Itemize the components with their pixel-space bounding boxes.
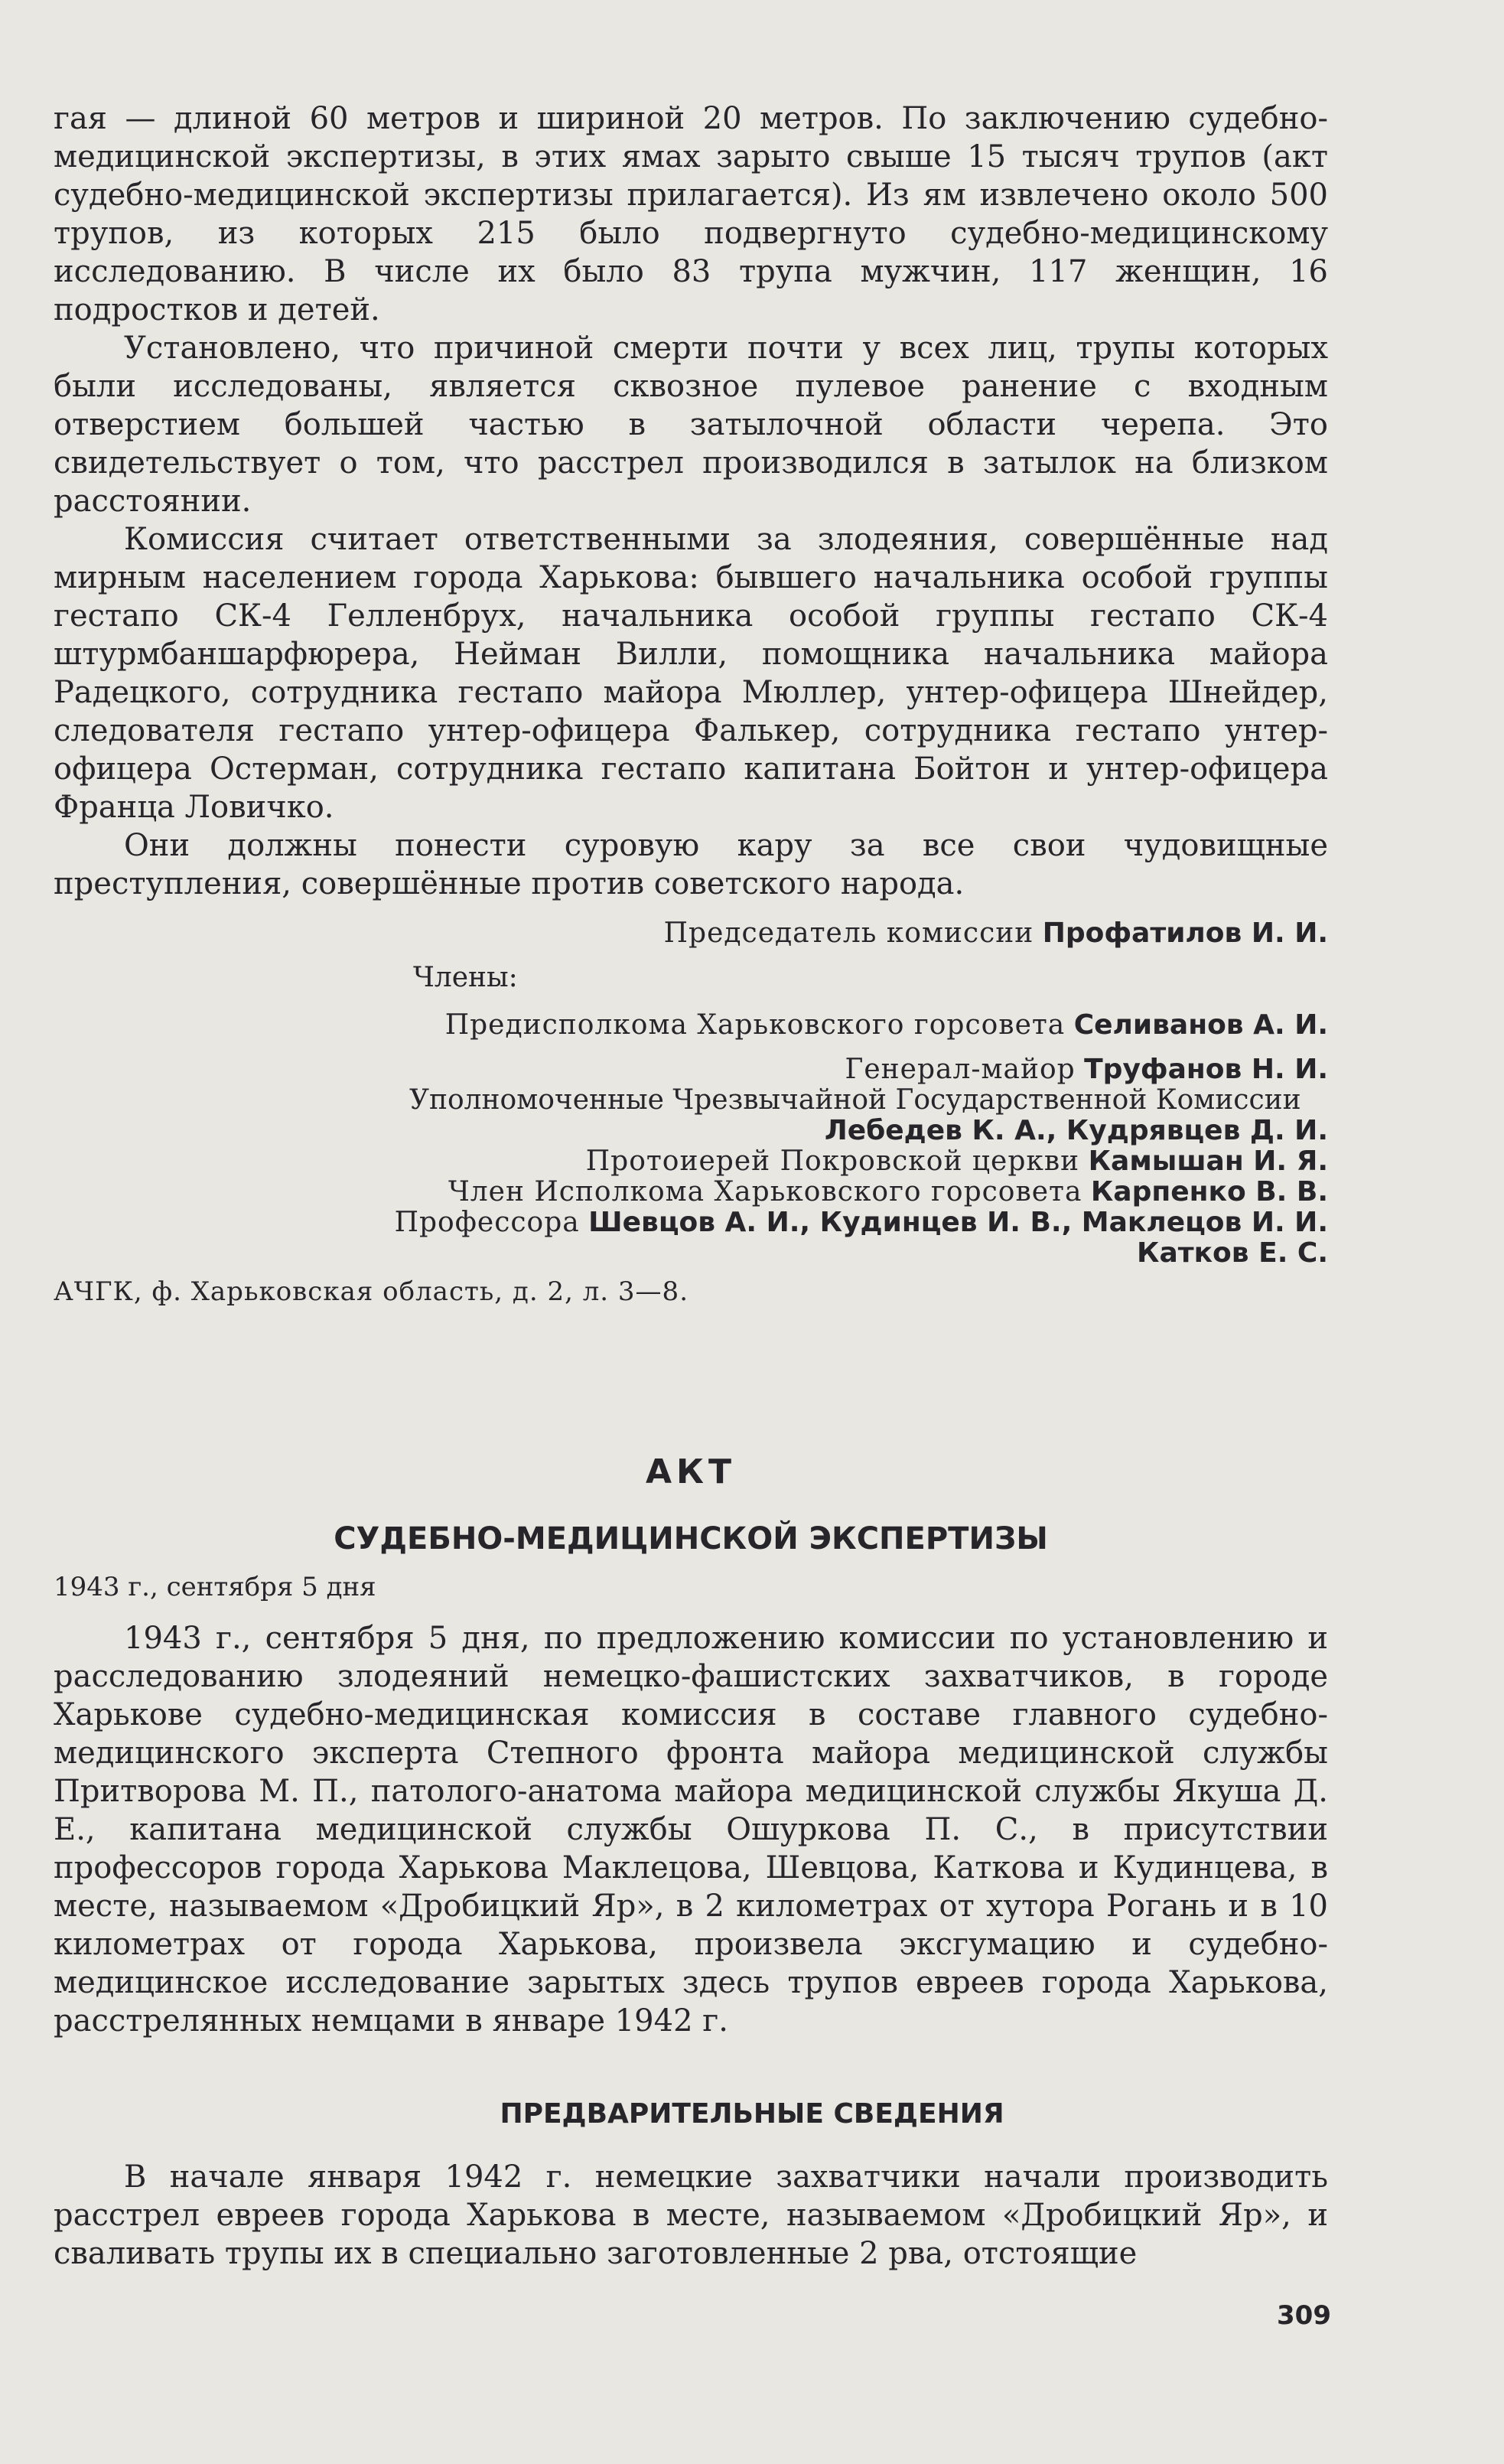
signature-member-4 <box>54 1146 1328 1177</box>
act-subtitle: СУДЕБНО-МЕДИЦИНСКОЙ ЭКСПЕРТИЗЫ <box>334 1521 1048 1556</box>
act-title: АКТ <box>645 1452 737 1491</box>
signature-chairman <box>54 918 1328 949</box>
member6-role: Профессора <box>394 1207 580 1238</box>
member4-role: Протоиерей Покровской церкви <box>585 1146 1080 1177</box>
page-number: 309 <box>1277 2300 1331 2331</box>
paragraph-punishment: Они должны понести суровую кару за все свои чудовищные преступления, совершённые против советского народа. <box>54 828 1328 901</box>
member3-role: Уполномоченные Чрезвычайной Государственной Комиссии <box>409 1084 1301 1116</box>
act-date: 1943 г., сентября 5 дня <box>54 1572 376 1602</box>
act-body-block <box>54 1572 1328 2040</box>
chairman-name: Профатилов И. И. <box>1042 917 1328 949</box>
section-paragraph: В начале января 1942 г. немецкие захватчики начали производить расстрел евреев города Харькова в месте, называемом «Дробицкий Яр», и сваливать трупы их в специально заготовленные 2 рва, отстоящие <box>54 2159 1328 2271</box>
signature-member-2 <box>54 1054 1328 1085</box>
archive-source: АЧГК, ф. Харьковская область, д. 2, л. 3—8. <box>54 1276 689 1307</box>
member1-name: Селиванов А. И. <box>1073 1009 1328 1041</box>
member3-names: Лебедев К. А., Кудрявцев Д. И. <box>824 1115 1328 1146</box>
member5-name: Карпенко В. В. <box>1090 1176 1328 1208</box>
paragraph-continuation: гая — длиной 60 метров и шириной 20 метров. По заключению судебно-медицинской экспертизы, в этих ямах зарыто свыше 15 тысяч трупов (акт судебно-медицинской экспертизы прилагается). Из ям извлечено около 500 трупов, из которых 215 было подвергнуто судебно-медицинскому исследованию. В числе их было 83 трупа мужчин, 117 женщин, 16 подростков и детей. <box>54 101 1328 328</box>
paragraph-cause-of-death: Установлено, что причиной смерти почти у всех лиц, трупы которых были исследованы, является сквозное пулевое ранение с входным отверстием большей частью в затылочной области черепа. Это свидетельствует о том, что расстрел производился в затылок на близком расстоянии. <box>54 331 1328 519</box>
chairman-role: Председатель комиссии <box>663 917 1034 949</box>
signature-member-1 <box>54 1010 1328 1041</box>
member6-last: Катков Е. С. <box>1137 1237 1328 1269</box>
member6-names: Шевцов А. И., Кудинцев И. В., Маклецов И. И. <box>588 1207 1328 1238</box>
section-title: ПРЕДВАРИТЕЛЬНЫЕ СВЕДЕНИЯ <box>500 2098 1004 2130</box>
member5-role: Член Исполкома Харьковского горсовета <box>448 1176 1082 1208</box>
signatures-block <box>54 918 1328 1307</box>
paragraph-responsible: Комиссия считает ответственными за злодеяния, совершённые над мирным населением города Харькова: бывшего начальника особой группы гестапо СК-4 Гелленбрух, начальника особой группы гестапо СК-4 штурмбаншарфюрера, Нейман Вилли, помощника начальника майора Радецкого, сотрудника гестапо майора Мюллер, унтер-офицера Шнейдер, следователя гестапо унтер-офицера Фалькер, сотрудника гестапо унтер-офицера Остерман, сотрудника гестапо капитана Бойтон и унтер-офицера Франца Ловичко. <box>54 522 1328 825</box>
signature-member-3 <box>54 1116 1328 1146</box>
section-text-block <box>54 2158 1328 2273</box>
signature-member-6 <box>54 1208 1328 1238</box>
signature-member-5 <box>54 1177 1328 1208</box>
member2-role: Генерал-майор <box>845 1054 1076 1085</box>
members-label: Члены: <box>413 962 518 993</box>
act-intro-paragraph: 1943 г., сентября 5 дня, по предложению комиссии по установлению и расследованию злодеяний немецко-фашистских захватчиков, в городе Харькове судебно-медицинская комиссия в составе главного судебно-медицинского эксперта Степного фронта майора медицинской службы Притворова М. П., патолого-анатома майора медицинской службы Якуша Д. Е., капитана медицинской службы Ошуркова П. С., в присутствии профессоров города Харькова Маклецова, Шевцова, Каткова и Кудинцева, в месте, называемом «Дробицкий Яр», в 2 километрах от хутора Рогань и в 10 километрах от города Харькова, произвела эксгумацию и судебно-медицинское исследование зарытых здесь трупов евреев города Харькова, расстрелянных немцами в январе 1942 г. <box>54 1621 1328 2039</box>
top-text-block <box>54 99 1328 903</box>
member1-role: Предисполкома Харьковского горсовета <box>444 1009 1066 1041</box>
signature-member-6-last <box>54 1238 1328 1269</box>
member4-name: Камышан И. Я. <box>1088 1146 1328 1177</box>
member2-name: Труфанов Н. И. <box>1084 1054 1328 1085</box>
